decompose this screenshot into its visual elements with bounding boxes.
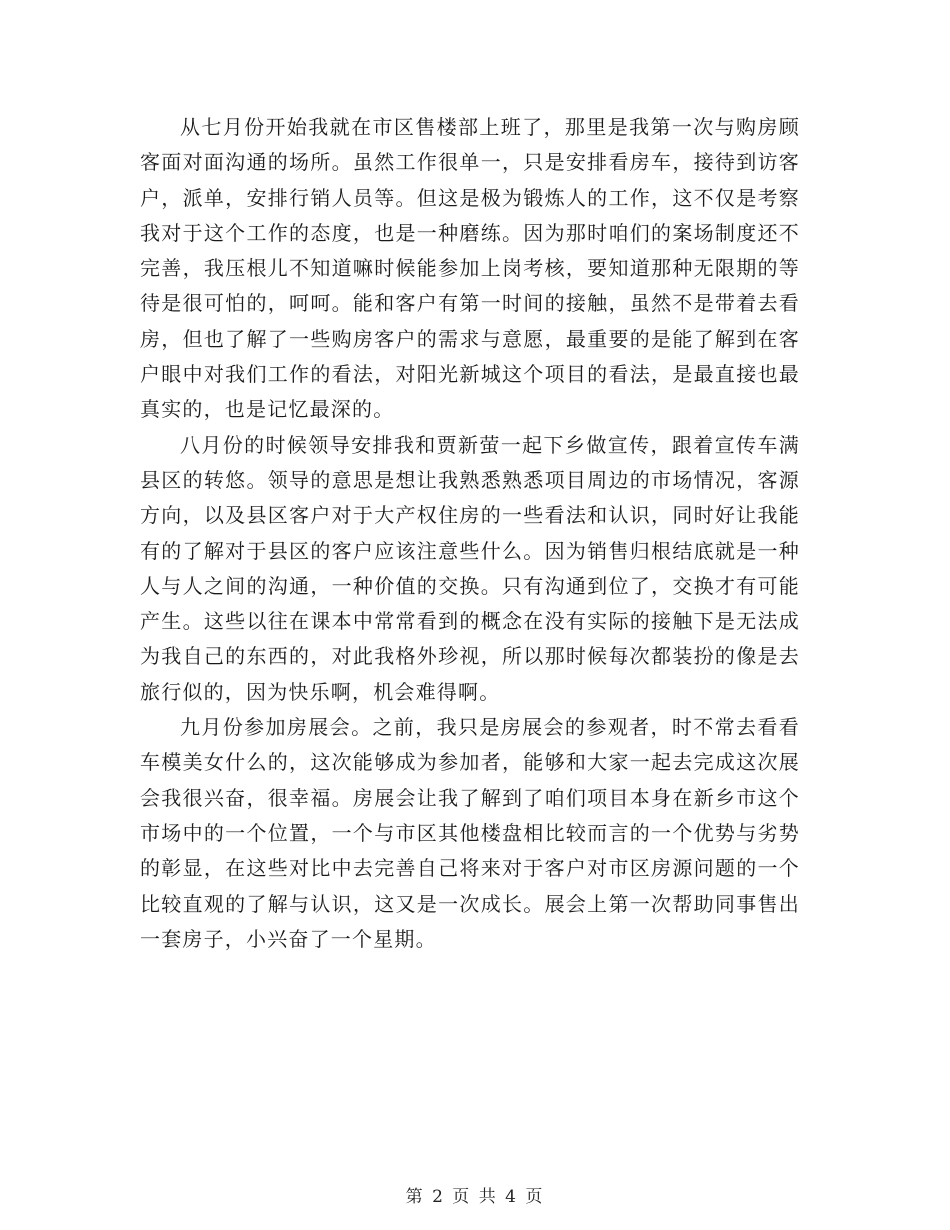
document-body (140, 110, 800, 957)
paragraph-september: 九月份参加房展会。之前，我只是房展会的参观者，时不常去看看车模美女什么的，这次能够成为参加者，能够和大家一起去完成这次展会我很兴奋，很幸福。房展会让我了解到了咱们项目本身在新乡市这个市场中的一个位置，一个与市区其他楼盘相比较而言的一个优势与劣势的彰显，在这些对比中去完善自己将来对于客户对市区房源问题的一个比较直观的了解与认识，这又是一次成长。展会上第一次帮助同事售出一套房子，小兴奋了一个星期。 (140, 715, 800, 951)
paragraph-august: 八月份的时候领导安排我和贾新萤一起下乡做宣传，跟着宣传车满县区的转悠。领导的意思是想让我熟悉熟悉项目周边的市场情况，客源方向，以及县区客户对于大产权住房的一些看法和认识，同时好让我能有的了解对于县区的客户应该注意些什么。因为销售归根结底就是一种人与人之间的沟通，一种价值的交换。只有沟通到位了，交换才有可能产生。这些以往在课本中常常看到的概念在没有实际的接触下是无法成为我自己的东西的，对此我格外珍视，所以那时候每次都装扮的像是去旅行似的，因为快乐啊，机会难得啊。 (140, 432, 800, 704)
paragraph-july: 从七月份开始我就在市区售楼部上班了，那里是我第一次与购房顾客面对面沟通的场所。虽然工作很单一，只是安排看房车，接待到访客户，派单，安排行销人员等。但这是极为锻炼人的工作，这不仅是考察我对于这个工作的态度，也是一种磨练。因为那时咱们的案场制度还不完善，我压根儿不知道嘛时候能参加上岗考核，要知道那种无限期的等待是很可怕的，呵呵。能和客户有第一时间的接触，虽然不是带着去看房，但也了解了一些购房客户的需求与意愿，最重要的是能了解到在客户眼中对我们工作的看法，对阳光新城这个项目的看法，是最直接也最真实的，也是记忆最深的。 (140, 115, 800, 422)
page-number-footer: 第 2 页 共 4 页 (405, 1187, 545, 1207)
